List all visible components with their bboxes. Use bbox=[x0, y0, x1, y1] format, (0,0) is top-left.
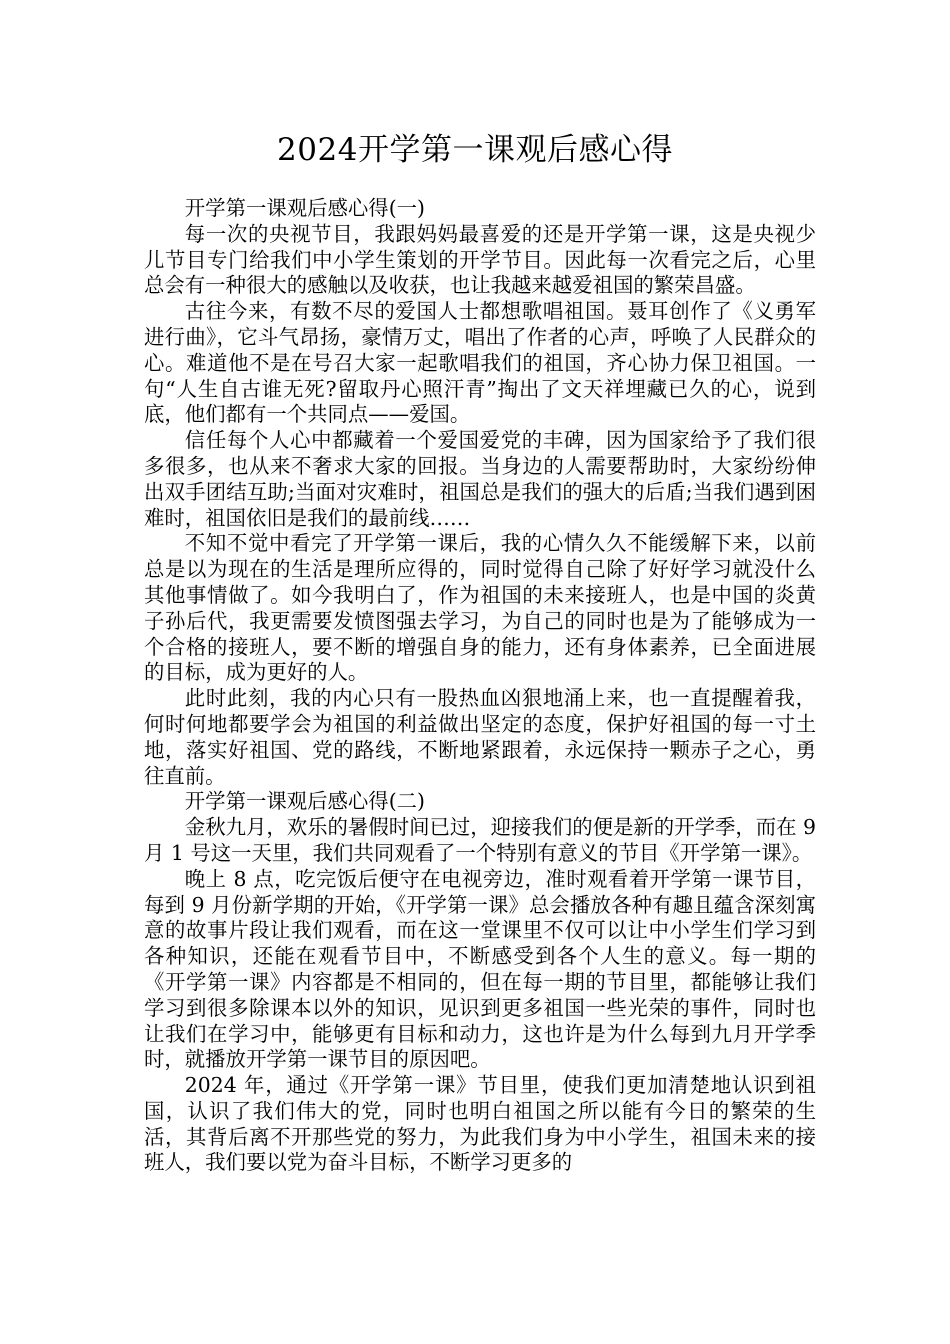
section-heading: 开学第一课观后感心得(二) bbox=[184, 789, 426, 814]
body-paragraph: 晚上 8 点，吃完饭后便守在电视旁边，准时观看着开学第一课节目，每到 9 月份新学期的开始，《开学第一课》总会播放各种有趣且蕴含深刻寓意的故事片段让我们观看，而在这一堂课里不仅可以让中小学生们学习到各种知识，还能在观看节目中，不断感受到各个人生的意义。每一期的《开学第一课》内容都是不相同的，但在每一期的节目里，都能够让我们学习到很多除课本以外的知识，见识到更多祖国一些光荣的事件，同时也让我们在学习中，能够更有目标和动力，这也许是为什么每到九月开学季时，就播放开学第一课节目的原因吧。 bbox=[144, 866, 816, 1072]
body-paragraph: 2024 年，通过《开学第一课》节目里，使我们更加清楚地认识到祖国，认识了我们伟大的党，同时也明白祖国之所以能有今日的繁荣的生活，其背后离不开那些党的努力，为此我们身为中小学生，祖国未来的接班人，我们要以党为奋斗目标，不断学习更多的 bbox=[144, 1073, 816, 1175]
body-paragraph: 此时此刻，我的内心只有一股热血凶狠地涌上来，也一直提醒着我，何时何地都要学会为祖国的利益做出坚定的态度，保护好祖国的每一寸土地，落实好祖国、党的路线，不断地紧跟着，永远保持一颗赤子之心，勇往直前。 bbox=[144, 686, 816, 788]
body-paragraph: 不知不觉中看完了开学第一课后，我的心情久久不能缓解下来，以前总是以为现在的生活是理所应得的，同时觉得自己除了好好学习就没什么其他事情做了。如今我明白了，作为祖国的未来接班人，也是中国的炎黄子孙后代，我更需要发愤图强去学习，为自己的同时也是为了能够成为一个合格的接班人，要不断的增强自身的能力，还有身体素养，已全面进展的目标，成为更好的人。 bbox=[144, 531, 816, 685]
body-paragraph: 信任每个人心中都藏着一个爱国爱党的丰碑，因为国家给予了我们很多很多，也从来不奢求大家的回报。当身边的人需要帮助时，大家纷纷伸出双手团结互助;当面对灾难时，祖国总是我们的强大的后盾;当我们遇到困难时，祖国依旧是我们的最前线…… bbox=[144, 428, 816, 530]
body-paragraph: 古往今来，有数不尽的爱国人士都想歌唱祖国。聂耳创作了《义勇军进行曲》，它斗气昂扬，豪情万丈，唱出了作者的心声，呼唤了人民群众的心。难道他不是在号召大家一起歌唱我们的祖国，齐心协力保卫祖国。一句“人生自古谁无死?留取丹心照汗青”掏出了文天祥埋藏已久的心，说到底，他们都有一个共同点——爱国。 bbox=[144, 299, 816, 427]
section-heading: 开学第一课观后感心得(一) bbox=[184, 196, 426, 220]
document-body bbox=[144, 196, 816, 1176]
body-paragraph: 每一次的央视节目，我跟妈妈最喜爱的还是开学第一课，这是央视少儿节目专门给我们中小学生策划的开学节目。因此每一次看完之后，心里总会有一种很大的感触以及收获，也让我越来越爱祖国的繁荣昌盛。 bbox=[144, 221, 816, 298]
document-title: 2024开学第一课观后感心得 bbox=[277, 132, 673, 168]
body-paragraph: 金秋九月，欢乐的暑假时间已过，迎接我们的便是新的开学季，而在 9 月 1 号这一天里，我们共同观看了一个特别有意义的节目《开学第一课》。 bbox=[144, 815, 816, 865]
